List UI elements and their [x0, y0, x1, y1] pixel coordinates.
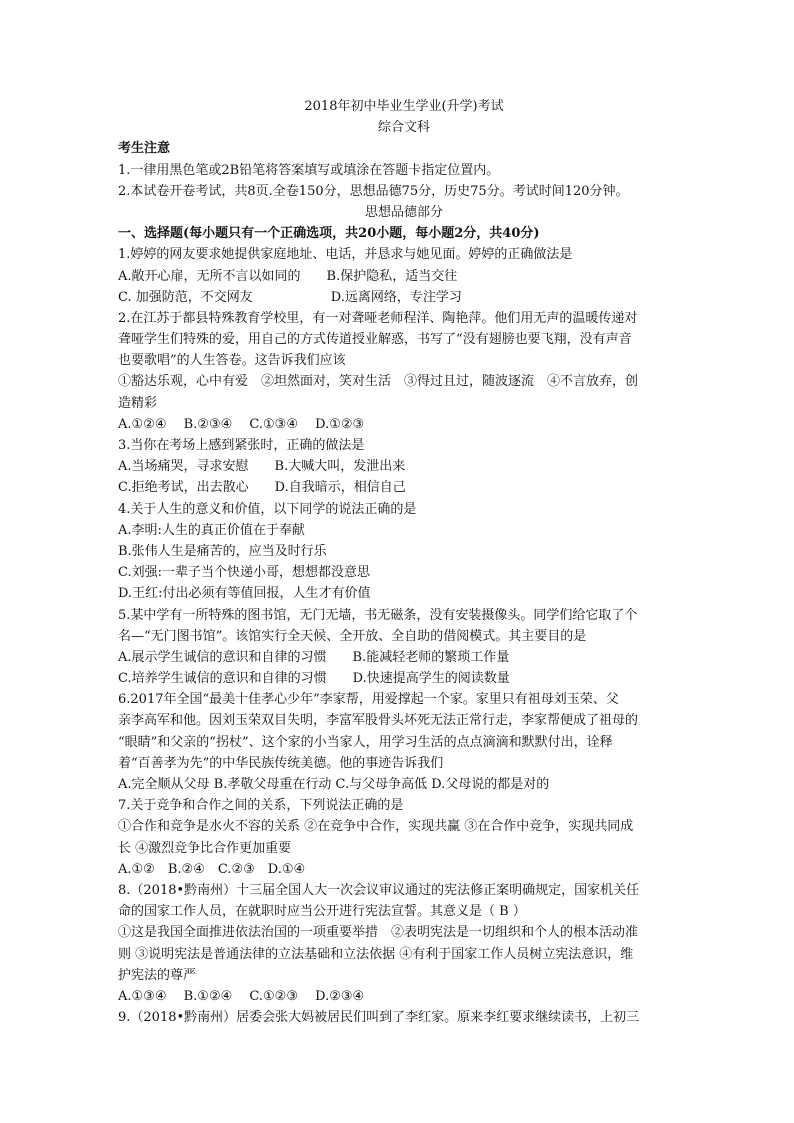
- text-line: C.培养学生诚信的意识和自律的习惯 D.快速提高学生的阅读数量: [118, 671, 510, 687]
- text-line: 着“百善孝为先”的中华民族传统美德。他的事迹告诉我们: [118, 755, 444, 771]
- text-line: 命的国家工作人员，在就职时应当公开进行宪法宣誓。其意义是（ B ）: [118, 904, 526, 920]
- text-line: ①这是我国全面推进依法治国的一项重要举措 ②表明宪法是一切组织和个人的根本活动准: [118, 925, 639, 941]
- text-line: 8.（2018•黔南州）十三届全国人大一次会议审议通过的宪法修正案明确规定，国家机关任: [118, 882, 640, 898]
- text-line: ①合作和竞争是水火不容的关系 ②在竞争中合作，实现共赢 ③在合作中竞争，实现共同成: [118, 819, 634, 835]
- part-heading: 一、选择题(每小题只有一个正确选项，共20小题，每小题2分，共40分): [118, 226, 540, 242]
- text-line: “眼睛”和父亲的“拐杖”、这个家的小当家人，用学习生活的点点滴滴和默默付出，诠释: [118, 734, 613, 750]
- text-line: 则 ③说明宪法是普通法律的立法基础和立法依据 ④有利于国家工作人员树立宪法意识，维: [118, 946, 634, 962]
- section-title: 思想品德部分: [364, 204, 443, 220]
- text-line: A.完全顺从父母 B.孝敬父母重在行动 C.与父母争高低 D.父母说的都是对的: [118, 777, 550, 792]
- text-line: A.敞开心扉，无所不言以如同的 B.保护隐私，适当交往: [118, 268, 458, 284]
- text-line: C. 加强防范，不交网友 D.远离网络，专注学习: [118, 289, 462, 305]
- text-line: 也要歌唱”的人生答卷。这告诉我们应该: [118, 353, 346, 369]
- text-line: C.刘强:一辈子当个快递小哥，想想都没意思: [118, 565, 370, 581]
- text-line: 亲李高军和他。因刘玉荣双目失明，李富军股骨头坏死无法正常行走，李家帮便成了祖母的: [118, 713, 639, 729]
- text-line: 7.关于竞争和合作之间的关系，下列说法正确的是: [118, 798, 404, 814]
- exam-title: 2018年初中毕业生学业(升学)考试: [304, 99, 504, 114]
- text-line: A.当场痛哭，寻求安慰 B.大喊大叫，发泄出来: [118, 459, 406, 475]
- text-line: 1.婷婷的网友要求她提供家庭地址、电话，并恳求与她见面。婷婷的正确做法是: [118, 247, 573, 263]
- text-line: D.王红:付出必须有等值回报，人生才有价值: [118, 586, 371, 602]
- text-line: 6.2017年全国“最美十佳孝心少年”李家帮，用爱撑起一个家。家里只有祖母刘玉荣、父: [118, 692, 619, 708]
- text-line: A.①③④ B.①②④ C.①②③ D.②③④: [118, 988, 365, 1004]
- text-line: C.拒绝考试，出去散心 D.自我暗示，相信自己: [118, 480, 406, 496]
- question-body: [118, 244, 690, 1028]
- text-line: 9.（2018•黔南州）居委会张大妈被居民们叫到了李红家。原来李红要求继续读书，上初三: [118, 1010, 640, 1026]
- text-line: ①豁达乐观，心中有爱 ②坦然面对，笑对生活 ③得过且过，随波逐流 ④不言放弃，创: [118, 374, 639, 390]
- exam-subtitle: 综合文科: [377, 120, 430, 136]
- text-line: A.李明:人生的真正价值在于奉献: [118, 522, 305, 538]
- text-line: 4.关于人生的意义和价值，以下同学的说法正确的是: [118, 501, 417, 517]
- notice-item: 1.一律用黑色笔或2B铅笔将答案填写或填涂在答题卡指定位置内。: [118, 162, 500, 178]
- text-line: 造精彩: [118, 395, 158, 411]
- text-line: A.①②④ B.②③④ C.①③④ D.①②③: [118, 416, 365, 432]
- text-line: A.①② B.②④ C.②③ D.①④: [118, 861, 306, 877]
- text-line: A.展示学生诚信的意识和自律的习惯 B.能减轻老师的繁琐工作量: [118, 649, 510, 665]
- text-line: B.张伟人生是痛苦的，应当及时行乐: [118, 543, 327, 559]
- text-line: 名—“无门图书馆”。该馆实行全天候、全开放、全自助的借阅模式。其主要目的是: [118, 628, 587, 644]
- text-line: 聋哑学生们特殊的爱，用自己的方式传道授业解惑，书写了“没有翅膀也要飞翔，没有声音: [118, 332, 632, 348]
- notice-item: 2.本试卷开卷考试，共8页.全卷150分，思想品德75分，历史75分。考试时间120分钟。: [118, 183, 629, 199]
- text-line: 2.在江苏于都县特殊教育学校里，有一对聋哑老师程洋、陶艳萍。他们用无声的温暖传递对: [118, 310, 638, 326]
- text-line: 长 ④激烈竞争比合作更加重要: [118, 840, 292, 856]
- text-line: 3.当你在考场上感到紧张时，正确的做法是: [118, 438, 365, 453]
- text-line: 护宪法的尊严: [118, 967, 197, 983]
- text-line: 5.某中学有一所特殊的图书馆，无门无墙，书无磁条，没有安装摄像头。同学们给它取了个: [118, 607, 638, 623]
- notice-heading: 考生注意: [118, 141, 171, 157]
- exam-page: [118, 96, 690, 1028]
